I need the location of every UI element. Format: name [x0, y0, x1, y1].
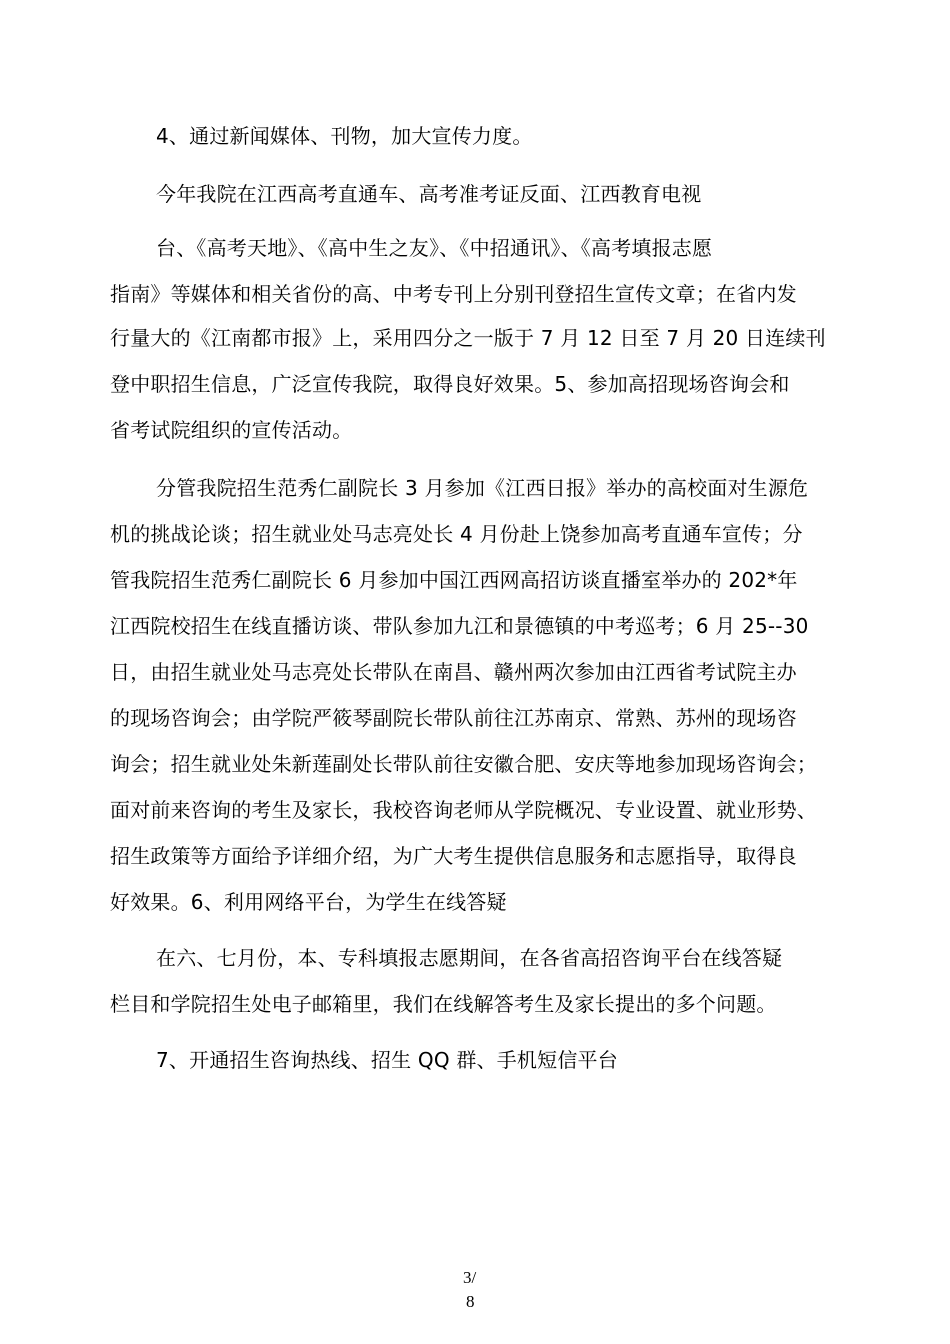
text-line: 今年我院在江西高考直通车、高考准考证反面、江西教育电视 — [156, 182, 702, 206]
text-line: 江西院校招生在线直播访谈、带队参加九江和景德镇的中考巡考；6 月 25--30 — [110, 614, 809, 638]
text-line: 管我院招生范秀仁副院长 6 月参加中国江西网高招访谈直播室举办的 202*年 — [110, 568, 798, 592]
text-line: 机的挑战论谈；招生就业处马志亮处长 4 月份赴上饶参加高考直通车宣传；分 — [110, 522, 803, 546]
page-number-top: 3/ — [463, 1268, 477, 1287]
text-line: 询会；招生就业处朱新莲副处长带队前往安徽合肥、安庆等地参加现场咨询会； — [110, 752, 817, 776]
text-line: 7、开通招生咨询热线、招生 QQ 群、手机短信平台 — [156, 1048, 618, 1072]
text-line: 面对前来咨询的考生及家长，我校咨询老师从学院概况、专业设置、就业形势、 — [110, 798, 817, 822]
text-line: 行量大的《江南都市报》上，采用四分之一版于 7 月 12 日至 7 月 20 日连续刊 — [110, 326, 826, 350]
text-line: 栏目和学院招生处电子邮箱里，我们在线解答考生及家长提出的多个问题。 — [110, 992, 777, 1016]
text-line: 分管我院招生范秀仁副院长 3 月参加《江西日报》举办的高校面对生源危 — [156, 476, 809, 500]
text-line: 日，由招生就业处马志亮处长带队在南昌、赣州两次参加由江西省考试院主办 — [110, 660, 797, 684]
text-line: 招生政策等方面给予详细介绍，为广大考生提供信息服务和志愿指导，取得良 — [110, 844, 797, 868]
text-line: 登中职招生信息，广泛宣传我院，取得良好效果。5、参加高招现场咨询会和 — [110, 372, 790, 396]
text-line: 好效果。6、利用网络平台，为学生在线答疑 — [110, 890, 507, 914]
text-line: 的现场咨询会；由学院严筱琴副院长带队前往江苏南京、常熟、苏州的现场咨 — [110, 706, 797, 730]
text-line: 在六、七月份，本、专科填报志愿期间，在各省高招咨询平台在线答疑 — [156, 946, 783, 970]
text-line: 台、《高考天地》、《高中生之友》、《中招通讯》、《高考填报志愿 — [156, 236, 713, 260]
text-line: 4、通过新闻媒体、刊物，加大宣传力度。 — [156, 124, 533, 148]
text-line: 指南》等媒体和相关省份的高、中考专刊上分别刊登招生宣传文章；在省内发 — [110, 282, 797, 306]
text-line: 省考试院组织的宣传活动。 — [110, 418, 353, 442]
page-number-bottom: 8 — [466, 1292, 475, 1311]
